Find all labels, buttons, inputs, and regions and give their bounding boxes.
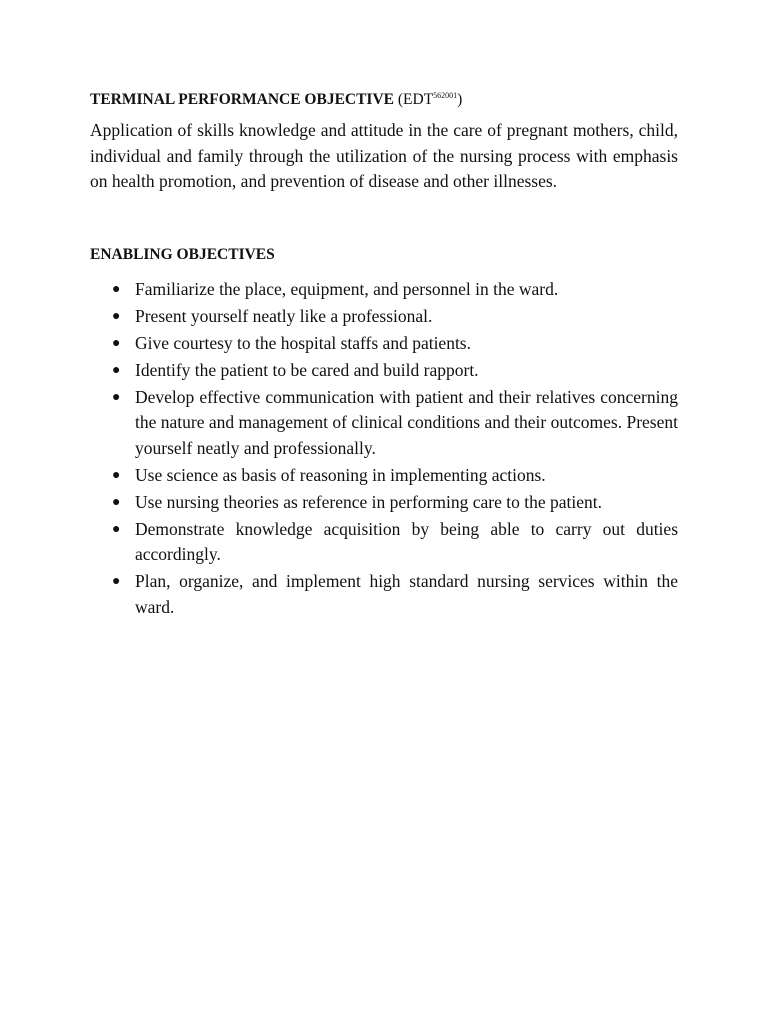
list-item-text: Identify the patient to be cared and build rapport. — [135, 359, 479, 380]
bullet-icon: ● — [112, 574, 121, 589]
list-item — [90, 331, 678, 357]
list-item-text: Use nursing theories as reference in performing care to the patient. — [135, 491, 602, 512]
bullet-icon: ● — [112, 281, 121, 297]
terminal-objective-heading — [90, 90, 678, 110]
list-item — [90, 277, 678, 303]
bullet-icon: ● — [112, 521, 121, 537]
terminal-objective-code-superscript: 562001 — [433, 91, 458, 100]
enabling-objectives-heading: ENABLING OBJECTIVES — [90, 245, 275, 263]
bullet-icon: ● — [112, 362, 121, 378]
list-item-text: Demonstrate knowledge acquisition by being able to carry out duties accordingly. — [135, 518, 678, 564]
terminal-objective-code-suffix: ) — [457, 91, 463, 108]
document-page — [90, 90, 678, 622]
bullet-icon: ● — [112, 467, 121, 483]
list-item — [90, 358, 678, 384]
bullet-icon: ● — [112, 335, 121, 351]
list-item-text: Develop effective communication with patient and their relatives concerning the nature and management of clinical conditions and their outcomes. Present yourself neatly and professionally. — [135, 386, 678, 458]
list-item-text: Familiarize the place, equipment, and personnel in the ward. — [135, 278, 559, 299]
enabling-objectives-list — [90, 277, 678, 621]
list-item — [90, 385, 678, 462]
list-item — [90, 490, 678, 516]
list-item-text: Present yourself neatly like a professional. — [135, 305, 433, 326]
terminal-objective-title: TERMINAL PERFORMANCE OBJECTIVE — [90, 91, 394, 108]
list-item-text: Plan, organize, and implement high standard nursing services within the ward. — [135, 571, 678, 617]
terminal-objective-body: Application of skills knowledge and attitude in the care of pregnant mothers, child, individual and family through the utilization of the nursing process with emphasis on health promotion, and prevention of disease and other illnesses. — [90, 120, 678, 191]
bullet-icon: ● — [112, 308, 121, 324]
list-item-text: Use science as basis of reasoning in implementing actions. — [135, 464, 546, 485]
list-item — [90, 304, 678, 330]
bullet-icon: ● — [112, 389, 121, 405]
list-item — [90, 517, 678, 568]
terminal-objective-code-prefix: (EDT — [397, 91, 434, 108]
bullet-icon: ● — [112, 494, 121, 510]
list-item-text: Give courtesy to the hospital staffs and patients. — [135, 332, 471, 353]
list-item — [90, 569, 678, 620]
list-item — [90, 463, 678, 489]
